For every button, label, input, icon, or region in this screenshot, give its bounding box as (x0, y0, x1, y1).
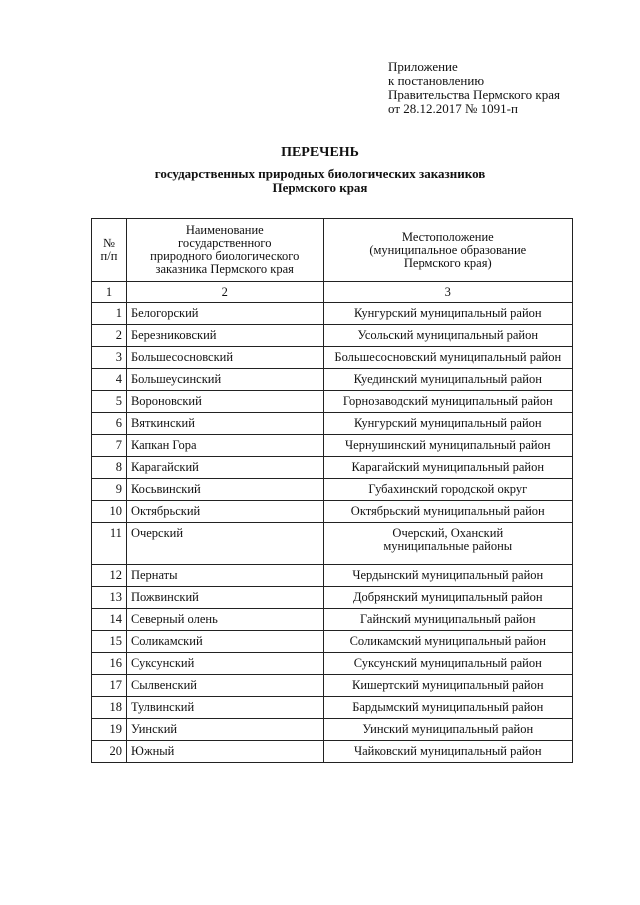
reserves-table (91, 218, 573, 763)
reserve-name: Белогорский (126, 303, 323, 325)
header-location (323, 219, 572, 282)
reserve-location: Чайковский муниципальный район (323, 741, 572, 763)
table-row (92, 741, 573, 763)
header-text: п/п (100, 249, 118, 263)
table-row (92, 479, 573, 501)
reserve-name: Октябрьский (126, 501, 323, 523)
row-number: 8 (92, 457, 127, 479)
reserve-name: Очерский (126, 523, 323, 565)
table-row (92, 653, 573, 675)
reserve-location: Кунгурский муниципальный район (323, 303, 572, 325)
header-text: Местоположение (401, 229, 494, 244)
header-text: Пермского края) (403, 255, 492, 270)
reserve-name: Суксунский (126, 653, 323, 675)
row-number: 2 (92, 325, 127, 347)
row-number: 19 (92, 719, 127, 741)
reserve-location: Добрянский муниципальный район (323, 587, 572, 609)
table-row (92, 675, 573, 697)
table-row (92, 631, 573, 653)
reserve-location: Уинский муниципальный район (323, 719, 572, 741)
table-row (92, 325, 573, 347)
reserve-location: Куединский муниципальный район (323, 369, 572, 391)
reserve-location: Чердынский муниципальный район (323, 565, 572, 587)
reserve-name: Березниковский (126, 325, 323, 347)
table-row (92, 347, 573, 369)
column-number: 3 (323, 282, 572, 303)
row-number: 6 (92, 413, 127, 435)
table-row (92, 303, 573, 325)
annex-line: к постановлению (388, 73, 485, 88)
row-number: 1 (92, 303, 127, 325)
table-row (92, 369, 573, 391)
reserve-name: Косьвинский (126, 479, 323, 501)
reserve-location: Соликамский муниципальный район (323, 631, 572, 653)
table-row (92, 457, 573, 479)
header-text: (муниципальное образование (369, 242, 527, 257)
reserve-name: Северный олень (126, 609, 323, 631)
row-number: 20 (92, 741, 127, 763)
row-number: 18 (92, 697, 127, 719)
row-number: 7 (92, 435, 127, 457)
header-name (126, 219, 323, 282)
reserve-name: Капкан Гора (126, 435, 323, 457)
row-number: 13 (92, 587, 127, 609)
table-row (92, 435, 573, 457)
header-text: заказника Пермского края (155, 262, 294, 276)
document-subtitle (0, 167, 640, 195)
row-number: 10 (92, 501, 127, 523)
reserve-location: Суксунский муниципальный район (323, 653, 572, 675)
row-number: 11 (92, 523, 127, 565)
row-number: 5 (92, 391, 127, 413)
table-row (92, 501, 573, 523)
subtitle-line: Пермского края (272, 180, 368, 195)
reserve-location: Карагайский муниципальный район (323, 457, 572, 479)
column-number: 2 (126, 282, 323, 303)
row-number: 14 (92, 609, 127, 631)
row-number: 4 (92, 369, 127, 391)
reserve-location (323, 523, 572, 565)
row-number: 15 (92, 631, 127, 653)
reserve-location: Губахинский городской округ (323, 479, 572, 501)
reserve-name: Карагайский (126, 457, 323, 479)
row-number: 16 (92, 653, 127, 675)
reserve-name: Южный (126, 741, 323, 763)
reserve-location: Усольский муниципальный район (323, 325, 572, 347)
reserve-name: Уинский (126, 719, 323, 741)
table-row (92, 523, 573, 565)
annex-line: Правительства Пермского края (388, 87, 560, 102)
location-line: Очерский, Оханский (392, 526, 504, 540)
row-number: 3 (92, 347, 127, 369)
location-line: муниципальные районы (383, 539, 513, 553)
header-text: Наименование (185, 223, 264, 237)
header-text: природного биологического (150, 249, 300, 263)
table-header-row (92, 219, 573, 282)
column-number-row (92, 282, 573, 303)
table-row (92, 565, 573, 587)
header-text: государственного (178, 236, 272, 250)
header-number (92, 219, 127, 282)
reserve-location: Октябрьский муниципальный район (323, 501, 572, 523)
table-row (92, 719, 573, 741)
reserve-name: Тулвинский (126, 697, 323, 719)
table-row (92, 391, 573, 413)
reserve-name: Пожвинский (126, 587, 323, 609)
reserve-name: Соликамский (126, 631, 323, 653)
row-number: 9 (92, 479, 127, 501)
reserve-location: Чернушинский муниципальный район (323, 435, 572, 457)
reserve-location: Большесосновский муниципальный район (323, 347, 572, 369)
table-row (92, 609, 573, 631)
column-number: 1 (92, 282, 127, 303)
reserve-name: Большесосновский (126, 347, 323, 369)
annex-block (388, 60, 560, 116)
reserve-name: Вяткинский (126, 413, 323, 435)
reserve-location: Бардымский муниципальный район (323, 697, 572, 719)
document-title: ПЕРЕЧЕНЬ (281, 145, 359, 160)
annex-line: от 28.12.2017 № 1091-п (388, 101, 518, 116)
row-number: 17 (92, 675, 127, 697)
reserve-name: Большеусинский (126, 369, 323, 391)
table-row (92, 413, 573, 435)
reserve-name: Вороновский (126, 391, 323, 413)
annex-line: Приложение (388, 59, 458, 74)
subtitle-line: государственных природных биологических заказников (154, 166, 486, 181)
reserve-location: Кунгурский муниципальный район (323, 413, 572, 435)
reserve-location: Горнозаводский муниципальный район (323, 391, 572, 413)
header-text: № (103, 236, 115, 250)
table-row (92, 697, 573, 719)
row-number: 12 (92, 565, 127, 587)
table-row (92, 587, 573, 609)
reserve-location: Кишертский муниципальный район (323, 675, 572, 697)
reserve-name: Сылвенский (126, 675, 323, 697)
reserve-name: Пернаты (126, 565, 323, 587)
reserve-location: Гайнский муниципальный район (323, 609, 572, 631)
